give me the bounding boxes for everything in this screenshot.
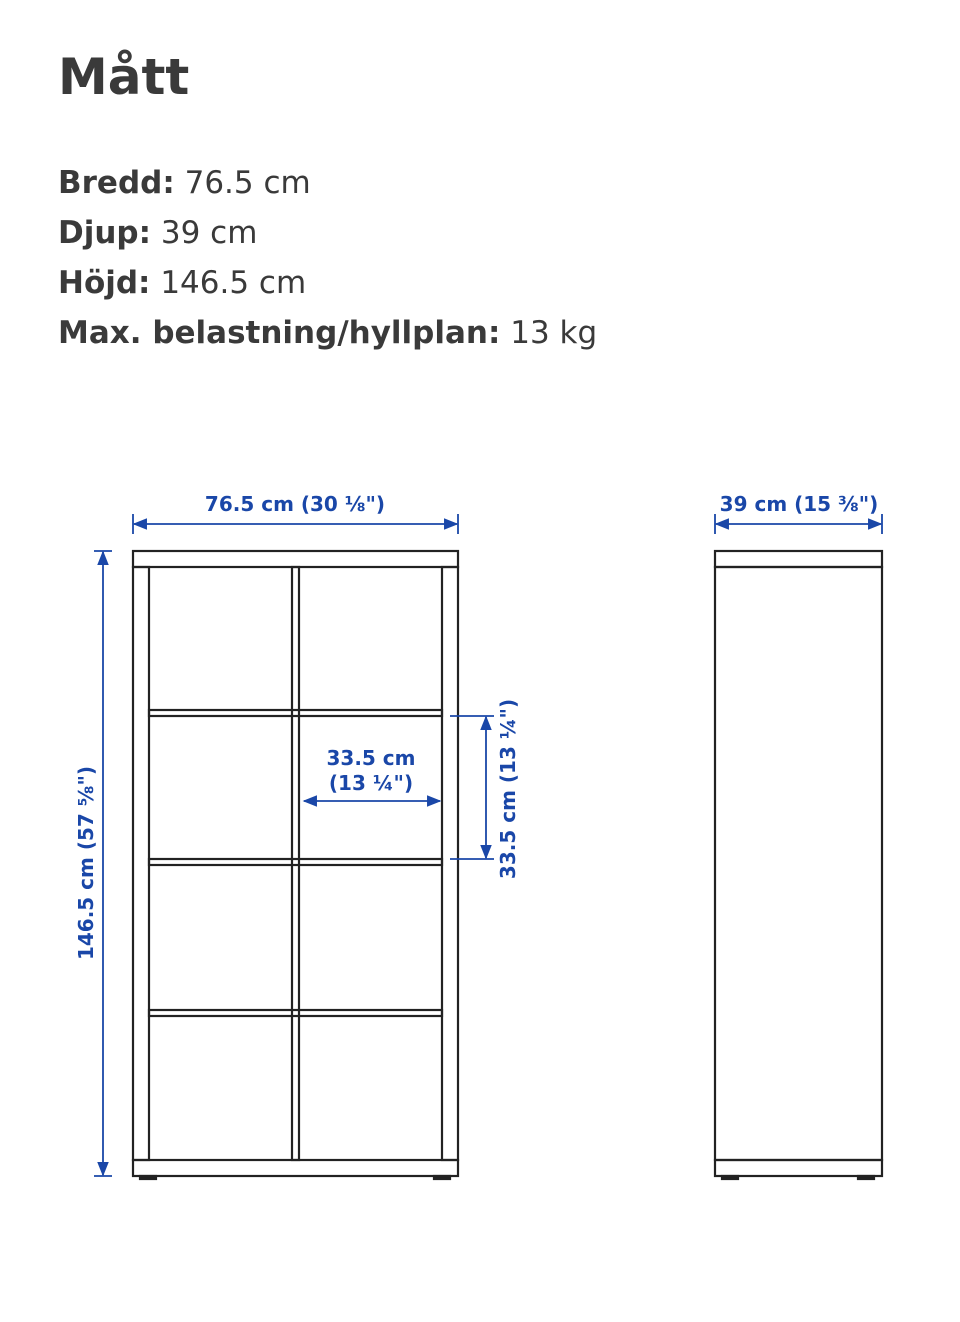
front-bottom-board xyxy=(133,1160,458,1176)
side-view-shelf xyxy=(715,551,882,1179)
compartment-height-label: 33.5 cm (13 ¼") xyxy=(496,698,520,880)
front-shelf-2 xyxy=(149,859,442,865)
front-shelf-3 xyxy=(149,1010,442,1016)
side-top-board xyxy=(715,551,882,567)
spec-width-label: Bredd: xyxy=(58,165,175,201)
page-title: Mått xyxy=(58,48,190,106)
front-width-label: 76.5 cm (30 ⅛") xyxy=(204,492,386,516)
front-view-shelf xyxy=(133,551,458,1179)
spec-height-label: Höjd: xyxy=(58,265,151,301)
side-bottom-board xyxy=(715,1160,882,1176)
front-foot-right xyxy=(434,1176,450,1179)
front-top-board xyxy=(133,551,458,567)
side-depth-label: 39 cm (15 ⅜") xyxy=(719,492,879,516)
dimension-lines xyxy=(94,514,882,1176)
side-panel xyxy=(715,567,882,1160)
front-height-label: 146.5 cm (57 ⅝") xyxy=(74,765,98,961)
compartment-width-label-line2: (13 ¼") xyxy=(328,771,414,795)
spec-max-load-value: 13 kg xyxy=(510,315,598,351)
side-foot-right xyxy=(858,1176,874,1179)
spec-height-value: 146.5 cm xyxy=(160,265,307,301)
spec-depth-label: Djup: xyxy=(58,215,152,251)
side-foot-left xyxy=(722,1176,738,1179)
front-right-panel xyxy=(442,567,458,1160)
spec-depth-value: 39 cm xyxy=(160,215,258,251)
compartment-width-label-line1: 33.5 cm xyxy=(326,746,416,770)
spec-max-load-label: Max. belastning/hyllplan: xyxy=(58,315,501,351)
spec-width-value: 76.5 cm xyxy=(184,165,311,201)
front-center-divider xyxy=(292,567,299,1160)
front-foot-left xyxy=(140,1176,156,1179)
front-left-panel xyxy=(133,567,149,1160)
front-shelf-1 xyxy=(149,710,442,716)
